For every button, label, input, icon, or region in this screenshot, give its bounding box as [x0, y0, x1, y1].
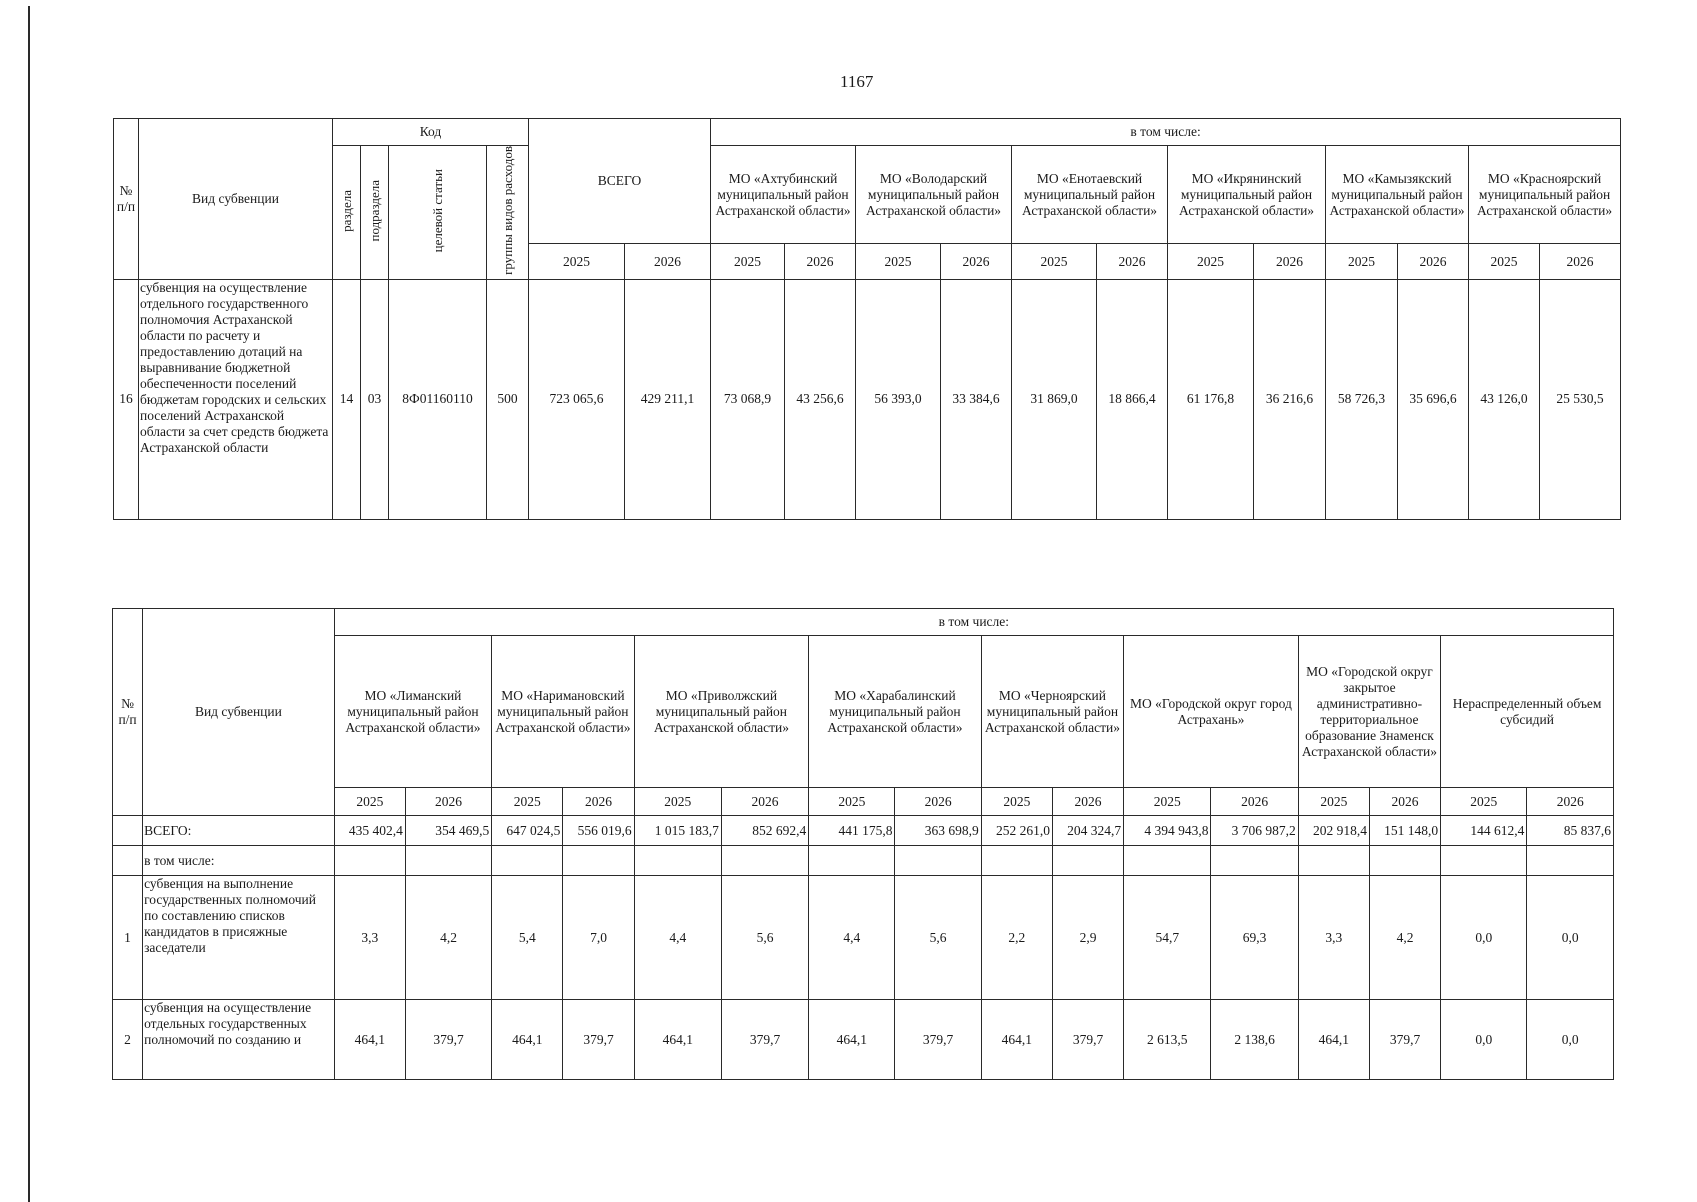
row-target: 8Ф01160110 [389, 279, 487, 519]
empty-cell [113, 846, 143, 876]
code-group-header: группы видов расходов [487, 146, 529, 280]
value-cell: 379,7 [895, 1000, 981, 1080]
total-value: 144 612,4 [1441, 816, 1527, 846]
value-cell: 4,4 [634, 876, 721, 1000]
kind-header: Вид субвенции [143, 609, 335, 816]
value-cell: 379,7 [405, 1000, 491, 1080]
row-kind: субвенция на осуществление отдельных государственных полномочий по созданию и [143, 1000, 335, 1080]
total-value: 852 692,4 [721, 816, 808, 846]
total-value: 3 706 987,2 [1211, 816, 1298, 846]
year-header: 2025 [1012, 244, 1097, 280]
row-number: 1 [113, 876, 143, 1000]
total-value: 354 469,5 [405, 816, 491, 846]
num-header: № п/п [114, 119, 139, 280]
year-header: 2026 [1540, 244, 1621, 280]
kind-header: Вид субвенции [139, 119, 333, 280]
total-value: 85 837,6 [1527, 816, 1614, 846]
empty-cell [895, 846, 981, 876]
value-cell: 464,1 [334, 1000, 405, 1080]
region-header: МО «Городской округ город Астрахань» [1124, 636, 1299, 788]
value-cell: 0,0 [1441, 876, 1527, 1000]
year-header: 2025 [1326, 244, 1398, 280]
code-header: Код [333, 119, 529, 146]
region-header: МО «Икрянинский муниципальный район Астраханской области» [1168, 146, 1326, 244]
year-header: 2026 [941, 244, 1012, 280]
row-kind: субвенция на осуществление отдельного государственного полномочия Астраханской области по расчету и предоставлению дотаций на выравнивание бюджетной обеспеченности поселений бюджетам городских и сельских поселений Астраханской области за счет средств бюджета Астраханской области [139, 279, 333, 519]
year-header: 2026 [1527, 788, 1614, 816]
region-header: МО «Черноярский муниципальный район Астраханской области» [981, 636, 1123, 788]
value-cell: 2,2 [981, 876, 1052, 1000]
year-header: 2025 [1124, 788, 1211, 816]
header-row-1 [113, 609, 1614, 636]
header-row-2 [114, 146, 1621, 244]
empty-cell [634, 846, 721, 876]
region-header: МО «Камызякский муниципальный район Астраханской области» [1326, 146, 1469, 244]
table-row [114, 279, 1621, 519]
value-cell: 379,7 [721, 1000, 808, 1080]
value-cell: 2,9 [1052, 876, 1123, 1000]
year-header: 2026 [785, 244, 856, 280]
value-cell: 43 256,6 [785, 279, 856, 519]
value-cell: 43 126,0 [1469, 279, 1540, 519]
value-cell: 33 384,6 [941, 279, 1012, 519]
num-header: № п/п [113, 609, 143, 816]
year-header: 2026 [1211, 788, 1298, 816]
region-header: МО «Наримановский муниципальный район Астраханской области» [492, 636, 634, 788]
table-row [113, 1000, 1614, 1080]
value-cell: 379,7 [1369, 1000, 1440, 1080]
subvention-table-1 [113, 118, 1621, 520]
left-margin-rule [28, 6, 30, 1202]
value-cell: 464,1 [634, 1000, 721, 1080]
value-cell: 464,1 [809, 1000, 895, 1080]
year-header: 2025 [1469, 244, 1540, 280]
table-row [113, 876, 1614, 1000]
header-row-2 [113, 636, 1614, 788]
year-row [113, 788, 1614, 816]
year-header: 2026 [563, 788, 634, 816]
empty-cell [563, 846, 634, 876]
header-row-1 [114, 119, 1621, 146]
year-header: 2025 [529, 244, 625, 280]
empty-cell [721, 846, 808, 876]
year-header: 2025 [334, 788, 405, 816]
value-cell: 379,7 [1052, 1000, 1123, 1080]
year-header: 2026 [1398, 244, 1469, 280]
region-header: МО «Городской округ закрытое административно-территориальное образование Знаменск Астраханской области» [1298, 636, 1440, 788]
year-header: 2025 [1441, 788, 1527, 816]
value-cell: 58 726,3 [1326, 279, 1398, 519]
value-cell: 56 393,0 [856, 279, 941, 519]
value-cell: 464,1 [492, 1000, 563, 1080]
value-cell: 4,4 [809, 876, 895, 1000]
total-value: 363 698,9 [895, 816, 981, 846]
empty-cell [1211, 846, 1298, 876]
including-row [113, 846, 1614, 876]
value-cell: 3,3 [334, 876, 405, 1000]
year-header: 2025 [1168, 244, 1254, 280]
row-kind: субвенция на выполнение государственных полномочий по составлению списков кандидатов в присяжные заседатели [143, 876, 335, 1000]
total-row [113, 816, 1614, 846]
year-header: 2026 [721, 788, 808, 816]
year-header: 2025 [492, 788, 563, 816]
total-value: 441 175,8 [809, 816, 895, 846]
year-header: 2026 [1369, 788, 1440, 816]
including-header: в том числе: [334, 609, 1613, 636]
empty-cell [1441, 846, 1527, 876]
total-value: 202 918,4 [1298, 816, 1369, 846]
value-cell: 4,2 [405, 876, 491, 1000]
region-header: МО «Харабалинский муниципальный район Астраханской области» [809, 636, 982, 788]
year-header: 2025 [856, 244, 941, 280]
empty-cell [492, 846, 563, 876]
year-header: 2026 [625, 244, 711, 280]
empty-cell [113, 816, 143, 846]
value-cell: 61 176,8 [1168, 279, 1254, 519]
total-value: 1 015 183,7 [634, 816, 721, 846]
total-value: 556 019,6 [563, 816, 634, 846]
empty-cell [1527, 846, 1614, 876]
year-header: 2025 [809, 788, 895, 816]
region-header: МО «Ахтубинский муниципальный район Астраханской области» [711, 146, 856, 244]
total-value: 647 024,5 [492, 816, 563, 846]
value-cell: 35 696,6 [1398, 279, 1469, 519]
total-value: 151 148,0 [1369, 816, 1440, 846]
year-header: 2025 [634, 788, 721, 816]
code-podrazdel-header: подраздела [361, 146, 389, 280]
value-cell: 3,3 [1298, 876, 1369, 1000]
row-number: 16 [114, 279, 139, 519]
code-razdel-header: раздела [333, 146, 361, 280]
value-cell: 429 211,1 [625, 279, 711, 519]
subvention-table-2 [112, 608, 1614, 1080]
total-value: 252 261,0 [981, 816, 1052, 846]
value-cell: 0,0 [1527, 876, 1614, 1000]
value-cell: 464,1 [1298, 1000, 1369, 1080]
value-cell: 2 138,6 [1211, 1000, 1298, 1080]
year-header: 2026 [1254, 244, 1326, 280]
year-header: 2026 [895, 788, 981, 816]
total-value: 204 324,7 [1052, 816, 1123, 846]
year-header: 2025 [711, 244, 785, 280]
region-header: МО «Енотаевский муниципальный район Астраханской области» [1012, 146, 1168, 244]
value-cell: 73 068,9 [711, 279, 785, 519]
value-cell: 54,7 [1124, 876, 1211, 1000]
empty-cell [334, 846, 405, 876]
value-cell: 0,0 [1441, 1000, 1527, 1080]
value-cell: 4,2 [1369, 876, 1440, 1000]
value-cell: 25 530,5 [1540, 279, 1621, 519]
value-cell: 5,6 [721, 876, 808, 1000]
value-cell: 18 866,4 [1097, 279, 1168, 519]
empty-cell [1124, 846, 1211, 876]
total-label: ВСЕГО: [143, 816, 335, 846]
value-cell: 69,3 [1211, 876, 1298, 1000]
value-cell: 36 216,6 [1254, 279, 1326, 519]
including-label: в том числе: [143, 846, 335, 876]
empty-cell [1298, 846, 1369, 876]
value-cell: 379,7 [563, 1000, 634, 1080]
region-header: МО «Лиманский муниципальный район Астраханской области» [334, 636, 491, 788]
value-cell: 31 869,0 [1012, 279, 1097, 519]
value-cell: 464,1 [981, 1000, 1052, 1080]
empty-cell [1052, 846, 1123, 876]
total-header: ВСЕГО [529, 119, 711, 244]
row-number: 2 [113, 1000, 143, 1080]
empty-cell [809, 846, 895, 876]
unallocated-header: Нераспределенный объем субсидий [1441, 636, 1614, 788]
value-cell: 5,6 [895, 876, 981, 1000]
year-header: 2025 [981, 788, 1052, 816]
total-value: 435 402,4 [334, 816, 405, 846]
including-header: в том числе: [711, 119, 1621, 146]
region-header: МО «Приволжский муниципальный район Астраханской области» [634, 636, 809, 788]
empty-cell [1369, 846, 1440, 876]
value-cell: 0,0 [1527, 1000, 1614, 1080]
row-group: 500 [487, 279, 529, 519]
year-header: 2026 [1052, 788, 1123, 816]
code-target-header: целевой статьи [389, 146, 487, 280]
value-cell: 2 613,5 [1124, 1000, 1211, 1080]
year-header: 2026 [405, 788, 491, 816]
year-header: 2026 [1097, 244, 1168, 280]
value-cell: 5,4 [492, 876, 563, 1000]
total-value: 4 394 943,8 [1124, 816, 1211, 846]
page-number: 1167 [840, 72, 874, 91]
row-razdel: 14 [333, 279, 361, 519]
region-header: МО «Володарский муниципальный район Астраханской области» [856, 146, 1012, 244]
empty-cell [405, 846, 491, 876]
region-header: МО «Красноярский муниципальный район Астраханской области» [1469, 146, 1621, 244]
row-podrazdel: 03 [361, 279, 389, 519]
value-cell: 7,0 [563, 876, 634, 1000]
year-header: 2025 [1298, 788, 1369, 816]
value-cell: 723 065,6 [529, 279, 625, 519]
empty-cell [981, 846, 1052, 876]
